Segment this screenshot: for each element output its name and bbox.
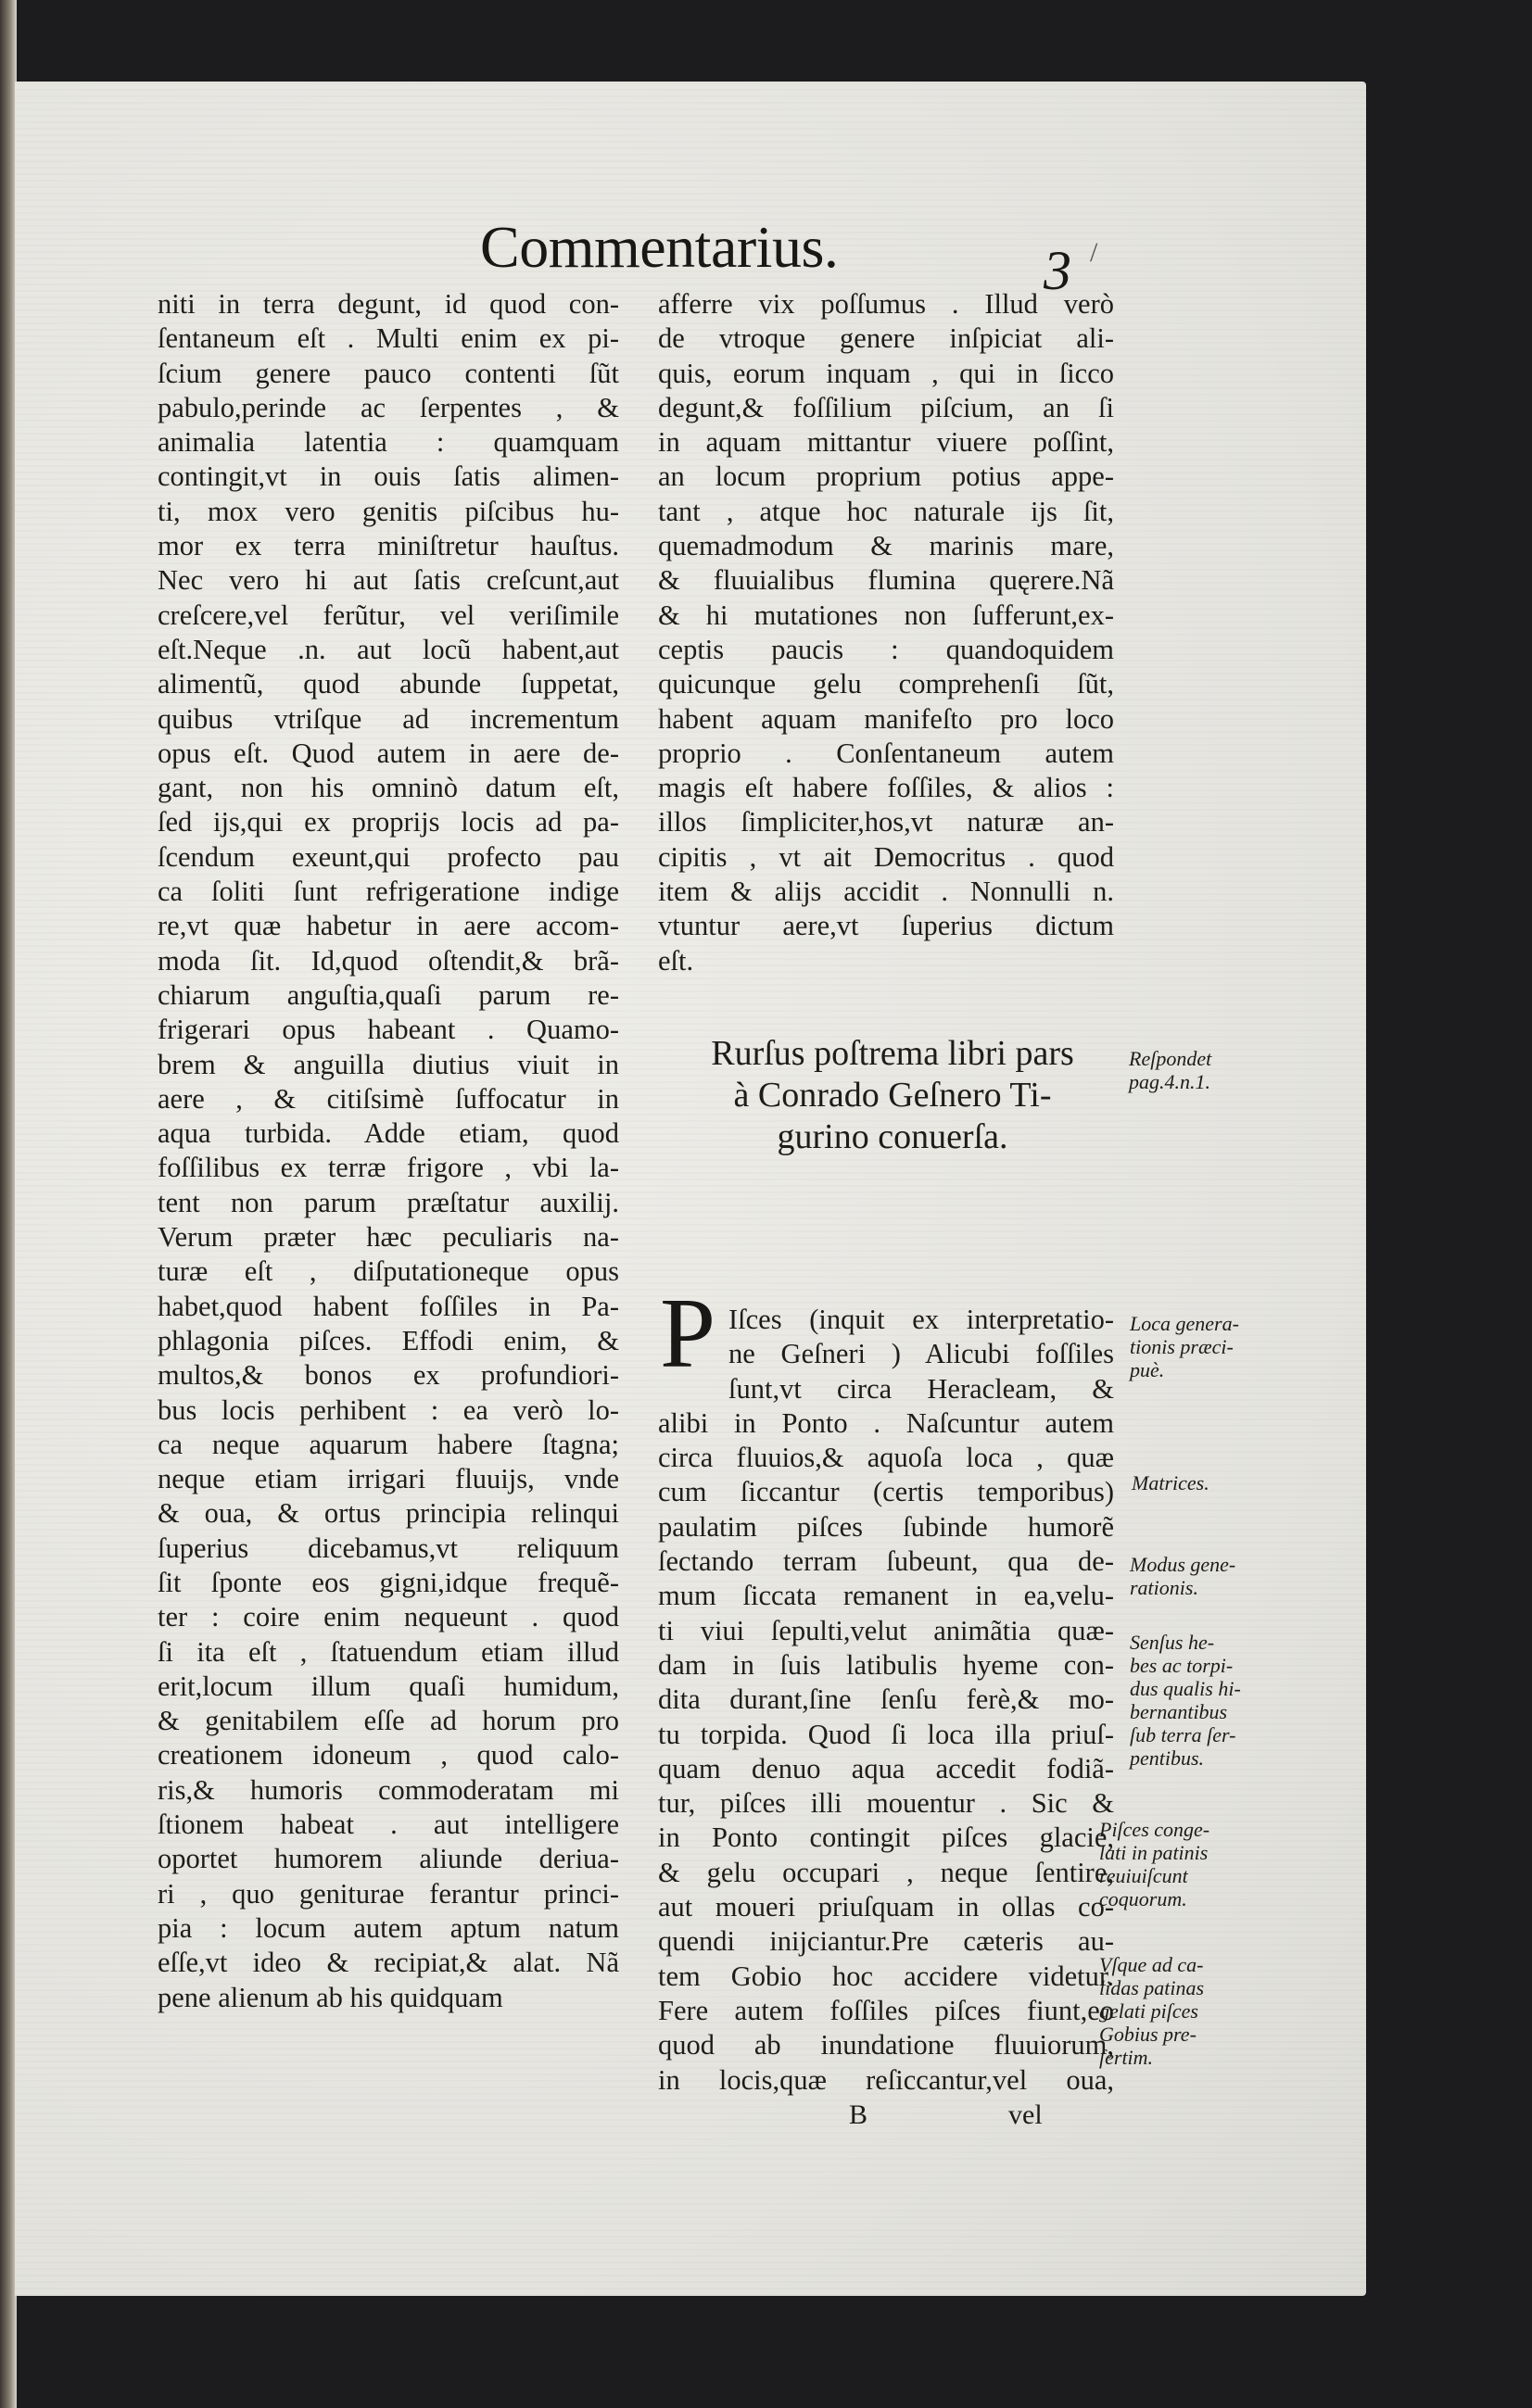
margin-note-line: rationis. — [1130, 1576, 1198, 1599]
left-column-line: moda ſit. Id,quod oſtendit,& brã- — [158, 944, 619, 977]
right-column-line: cipitis , vt ait Democritus . quod — [658, 840, 1114, 873]
left-column-line: ſi ita eſt , ſtatuendum etiam illud — [158, 1635, 619, 1668]
right-column-line: tant , atque hoc naturale ijs ſit, — [658, 495, 1114, 527]
left-column-line: tent non parum præſtatur auxilij. — [158, 1186, 619, 1218]
book-page — [15, 82, 1366, 2296]
right-column-line: tu torpida. Quod ſi loca illa priuſ- — [658, 1718, 1114, 1750]
left-column-line: ſit ſponte eos gigni,idque frequẽ- — [158, 1566, 619, 1598]
left-column-line: ca ſoliti ſunt refrigeratione indige — [158, 876, 619, 908]
left-column-line: foſſilibus ex terræ frigore , vbi la- — [158, 1152, 619, 1184]
left-column-line: & genitabilem eſſe ad horum pro — [158, 1705, 619, 1737]
left-column-line: aere , & citiſsimè ſuffocatur in — [158, 1082, 619, 1115]
margin-note-line: pentibus. — [1130, 1746, 1205, 1770]
left-column-line: Nec vero hi aut ſatis creſcunt,aut — [158, 564, 619, 597]
right-column-line: & hi mutationes non ſufferunt,ex- — [658, 599, 1114, 631]
left-column-line: ri , quo geniturae ferantur princi- — [158, 1877, 619, 1910]
left-column-line: erit,locum illum quaſi humidum, — [158, 1670, 619, 1702]
right-column-line: dam in ſuis latibulis hyeme con- — [658, 1648, 1114, 1681]
section-heading-line: Rurſus poſtrema libri pars — [711, 1034, 1074, 1073]
margin-note-line: Vſque ad ca- — [1099, 1953, 1204, 1976]
left-column-line: ſentaneum eſt . Multi enim ex pi- — [158, 322, 619, 355]
right-column-line: tur, piſces illi mouentur . Sic & — [658, 1787, 1114, 1820]
margin-note-matrices — [1132, 1471, 1261, 1494]
right-column-line: an locum proprium potius appe- — [658, 460, 1114, 493]
left-column-line: pene alienum ab his quidquam — [158, 1981, 503, 2013]
catchword: vel — [1008, 2099, 1043, 2130]
left-column-line: creationem idoneum , quod calo- — [158, 1739, 619, 1771]
right-column-line: ceptis paucis : quandoquidem — [658, 633, 1114, 665]
left-column-line: bus locis perhibent : ea verò lo- — [158, 1393, 619, 1426]
margin-note-line: ſertim. — [1099, 2046, 1154, 2069]
margin-note-line: Gobius pre- — [1099, 2023, 1196, 2046]
margin-note-line: Matrices. — [1132, 1471, 1209, 1494]
left-column-line: frigerari opus habeant . Quamo- — [158, 1014, 619, 1046]
drop-cap: P — [660, 1279, 716, 1389]
right-column-line: item & alijs accidit . Nonnulli n. — [658, 876, 1114, 908]
left-column-line: contingit,vt in ouis ſatis alimen- — [158, 460, 619, 493]
margin-note-line: coquorum. — [1099, 1887, 1187, 1910]
right-column-line: paulatim piſces ſubinde humorẽ — [658, 1510, 1114, 1543]
left-column-line: opus eſt. Quod autem in aere de- — [158, 737, 619, 769]
right-column-line: de vtroque genere inſpiciat ali- — [658, 322, 1114, 355]
left-column-line: oportet humorem aliunde deriua- — [158, 1843, 619, 1875]
margin-note-line: Reſpondet — [1129, 1047, 1212, 1070]
running-head: Commentarius. — [480, 214, 839, 280]
right-column-line: Fere autem foſſiles piſces fiunt,eo — [658, 1994, 1114, 2026]
left-column-line: ſuperius dicebamus,vt reliquum — [158, 1532, 619, 1564]
margin-note-pisces-congelati — [1099, 1818, 1229, 1910]
right-column-line: tem Gobio hoc accidere videtur. — [658, 1960, 1114, 1992]
right-column-line: Iſces (inquit ex interpretatio- — [728, 1304, 1114, 1335]
folio-pencil-mark: / — [1090, 237, 1098, 268]
left-column-line: & oua, & ortus principia relinqui — [158, 1497, 619, 1530]
section-heading-line: à Conrado Geſnero Ti- — [733, 1076, 1052, 1115]
right-column-line: quam denuo aqua accedit fodiã- — [658, 1752, 1114, 1784]
margin-note-line: tionis præci- — [1130, 1335, 1234, 1358]
left-column-line: eſſe,vt ideo & recipiat,& alat. Nã — [158, 1947, 619, 1979]
left-column-line: multos,& bonos ex profundiori- — [158, 1359, 619, 1392]
margin-note-line: bes ac torpi- — [1130, 1654, 1234, 1677]
right-column-line: & fluuialibus flumina quęrere.Nã — [658, 564, 1114, 597]
margin-note-line: Modus gene- — [1130, 1553, 1236, 1576]
left-column-line: niti in terra degunt, id quod con- — [158, 288, 619, 320]
left-column-line: phlagonia piſces. Effodi enim, & — [158, 1324, 619, 1356]
margin-note-modus-generationis — [1130, 1553, 1260, 1599]
right-column-line: habent aquam manifeſto pro loco — [658, 702, 1114, 735]
left-column-line: ſtionem habeat . aut intelligere — [158, 1809, 619, 1841]
right-column-line: magis eſt habere foſſiles, & alios : — [658, 772, 1114, 804]
left-column-line: aqua turbida. Adde etiam, quod — [158, 1117, 619, 1150]
margin-note-line: bernantibus — [1130, 1700, 1228, 1723]
right-column-line: in Ponto contingit piſces glacie, — [658, 1822, 1114, 1854]
margin-note-line: Senſus he- — [1130, 1631, 1215, 1654]
right-column-line: quis, eorum inquam , qui in ſicco — [658, 357, 1114, 389]
left-column-line: ſcium genere pauco contenti ſũt — [158, 357, 619, 389]
left-column-line: turæ eſt , diſputationeque opus — [158, 1255, 619, 1288]
section-heading-line: gurino conuerſa. — [777, 1117, 1008, 1156]
right-column-line: proprio . Conſentaneum autem — [658, 737, 1114, 769]
right-column-line: aut moueri priuſquam in ollas co- — [658, 1891, 1114, 1923]
margin-note-respondet — [1129, 1047, 1259, 1093]
margin-note-line: Loca genera- — [1130, 1312, 1239, 1335]
right-column-line: afferre vix poſſumus . Illud verò — [658, 288, 1114, 320]
right-column-line: eſt. — [658, 944, 694, 977]
right-column-line: quendi inijciantur.Pre cæteris au- — [658, 1925, 1114, 1958]
margin-note-line: gelati piſces — [1099, 1999, 1198, 2023]
left-column-line: ca neque aquarum habere ſtagna; — [158, 1428, 619, 1460]
margin-note-line: puè. — [1130, 1358, 1165, 1381]
left-column-line: gant, non his omninò datum eſt, — [158, 772, 619, 804]
margin-note-vsque-ad-calidas — [1099, 1953, 1229, 2069]
right-column-line: quicunque gelu comprehenſi ſũt, — [658, 668, 1114, 700]
right-column-line: mum ſiccata remanent in ea,velu- — [658, 1580, 1114, 1612]
right-column-line: ne Geſneri ) Alicubi foſſiles — [728, 1338, 1114, 1370]
margin-note-line: lati in patinis — [1099, 1841, 1209, 1864]
margin-note-loca-generationis — [1130, 1312, 1260, 1381]
left-column-line: ſed ijs,qui ex proprijs locis ad pa- — [158, 806, 619, 838]
left-column-line: brem & anguilla diutius viuit in — [158, 1048, 619, 1080]
right-column-line: quod ab inundatione fluuiorum, — [658, 2029, 1114, 2061]
margin-note-line: lidas patinas — [1099, 1976, 1205, 1999]
right-column-line: ti viui ſepulti,velut animãtia quæ- — [658, 1614, 1114, 1646]
right-column-top — [658, 287, 1114, 978]
right-column-line: illos ſimpliciter,hos,vt naturæ an- — [658, 806, 1114, 838]
right-column-line: ſectando terram ſubeunt, qua de- — [658, 1545, 1114, 1578]
margin-note-line: pag.4.n.1. — [1129, 1070, 1210, 1093]
left-column-line: re,vt quæ habetur in aere accom- — [158, 910, 619, 942]
left-column-line: ris,& humoris commoderatam mi — [158, 1773, 619, 1806]
left-column-line: animalia latentia : quamquam — [158, 426, 619, 459]
right-column-line: quemadmodum & marinis mare, — [658, 530, 1114, 562]
right-column-line: & gelu occupari , neque ſentire, — [658, 1856, 1114, 1888]
margin-note-line: reuiuiſcunt — [1099, 1864, 1188, 1887]
left-column-line: pia : locum autem aptum natum — [158, 1911, 619, 1944]
section-heading — [656, 1033, 1129, 1158]
left-column-line: mor ex terra miniſtretur hauſtus. — [158, 530, 619, 562]
left-column-line: quibus vtriſque ad incrementum — [158, 702, 619, 735]
left-column-line: ſcendum exeunt,qui profecto pau — [158, 840, 619, 873]
left-column-line: ter : coire enim nequeunt . quod — [158, 1601, 619, 1633]
left-column-line: habet,quod habent foſſiles in Pa- — [158, 1290, 619, 1322]
margin-note-line: Piſces conge- — [1099, 1818, 1210, 1841]
right-column-line: alibi in Ponto . Naſcuntur autem — [658, 1406, 1114, 1439]
margin-note-line: ſub terra ſer- — [1130, 1723, 1236, 1746]
page-number: 3 — [1044, 240, 1071, 301]
signature-mark: B — [849, 2099, 868, 2130]
margin-note-line: dus qualis hi- — [1130, 1677, 1241, 1700]
right-column-line: degunt,& foſſilium piſcium, an ſi — [658, 391, 1114, 423]
right-column-line: in aquam mittantur viuere poſſint, — [658, 426, 1114, 459]
right-column-line: cum ſiccantur (certis temporibus) — [658, 1476, 1114, 1508]
right-column-line: dita durant,ſine ſenſu ferè,& mo- — [658, 1683, 1114, 1716]
right-column-line: vtuntur aere,vt ſuperius dictum — [658, 910, 1114, 942]
right-column-line: circa fluuios,& aquoſa loca , quæ — [658, 1442, 1114, 1474]
left-column-line: alimentũ, quod abunde ſuppetat, — [158, 668, 619, 700]
left-column-line: neque etiam irrigari fluuijs, vnde — [158, 1463, 619, 1495]
left-column-line: eſt.Neque .n. aut locũ habent,aut — [158, 633, 619, 665]
right-column-line: in locis,quæ reſiccantur,vel oua, — [658, 2063, 1114, 2096]
left-column-line: ti, mox vero genitis piſcibus hu- — [158, 495, 619, 527]
margin-note-sensus-hebes — [1130, 1631, 1260, 1770]
left-column-line: creſcere,vel ferũtur, vel veriſimile — [158, 599, 619, 631]
left-column — [158, 287, 619, 2015]
right-column-bottom — [658, 1303, 1114, 2098]
left-column-line: pabulo,perinde ac ſerpentes , & — [158, 391, 619, 423]
left-column-line: Verum præter hæc peculiaris na- — [158, 1221, 619, 1254]
right-column-line: ſunt,vt circa Heracleam, & — [728, 1372, 1114, 1405]
left-column-line: chiarum anguſtia,quaſi parum re- — [158, 978, 619, 1011]
